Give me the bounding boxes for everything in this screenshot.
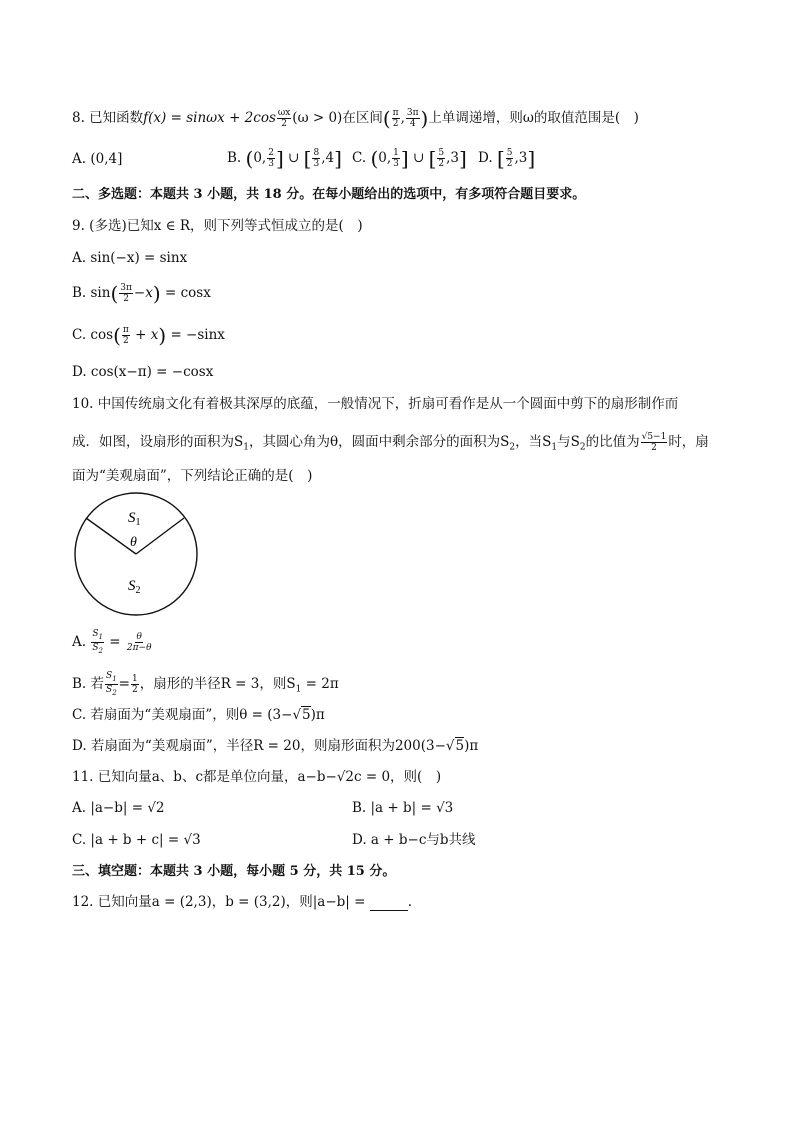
q8-exponent: $\frac{\omega x}{2}$	[277, 108, 291, 129]
answer-blank[interactable]	[370, 898, 408, 911]
sector-radius-right	[136, 518, 184, 554]
q8-option-c: C. (0, $\frac{1}{3}$ ] ∪ [ $\frac{5}{2}$ ,3]	[352, 146, 467, 171]
section-3-heading: 三、填空题：本题共 3 小题，每小题 5 分，共 15 分。	[72, 864, 396, 879]
q8-option-d: D. [ $\frac{5}{2}$ ,3]	[478, 146, 536, 171]
q10-option-a: A. $\frac{S_1}{S_2}$ = $\frac{\theta}{2\pi-\theta}$	[72, 629, 152, 655]
q8-int1: $\frac{\pi}{2}$	[392, 108, 399, 129]
q10-line-3: 面为“美观扇面”，下列结论正确的是( )	[72, 468, 313, 484]
q8-cond: (ω > 0)在区间	[292, 110, 383, 126]
q12-stem: 12. 已知向量a = (2,3)，b = (3,2)，则|a−b| = .	[72, 894, 413, 910]
sector-figure	[70, 488, 202, 620]
q11-option-a: A. |a−b| = √2	[72, 800, 165, 816]
q9-option-a: A. sin(−x) = sinx	[72, 250, 188, 266]
q10-line-2: 成．如图，设扇形的面积为$S_1$，其圆心角为θ，圆面中剩余部分的面积为$S_2$，当$S_1$与$S_2$的比值为 $\frac{√5-1}{2}$ 时，扇	[72, 432, 709, 453]
q10-line-1: 10. 中国传统扇文化有着极其深厚的底蕴，一般情况下，折扇可看作是从一个圆面中剪下的扇形制作而	[72, 396, 679, 412]
q11-option-d: D. a + b−c与b共线	[352, 832, 476, 848]
q11-option-b: B. |a + b| = √3	[352, 800, 454, 816]
q10-option-d: D. 若扇面为“美观扇面”，半径R = 20，则扇形面积为200(3−√5)π	[72, 738, 479, 754]
q11-option-c: C. |a + b + c| = √3	[72, 832, 201, 848]
q8-option-a: A. (0,4]	[72, 151, 123, 167]
q9-option-d: D. cos(x−π) = −cosx	[72, 364, 214, 380]
q8-func: f(x) = sinωx + 2cos	[143, 110, 276, 126]
q8-option-b: B. (0, $\frac{2}{3}$ ] ∪ [ $\frac{8}{3}$ ,4]	[227, 146, 342, 171]
q8-int2: $\frac{3\pi}{4}$	[406, 108, 419, 129]
q9-option-c: C. cos( $\frac{\pi}{2}$ + x) = −sinx	[72, 323, 225, 348]
q9-stem: 9. (多选)已知x ∈ R，则下列等式恒成立的是( )	[72, 218, 363, 234]
q8-suffix: 上单调递增，则ω的取值范围是( )	[428, 110, 639, 126]
figure-label-theta: θ	[130, 535, 137, 550]
section-2-heading: 二、多选题：本题共 3 小题，共 18 分。在每小题给出的选项中，有多项符合题目要求。	[72, 187, 586, 202]
q8-stem: 8. 已知函数f(x) = sinωx + 2cos $\frac{\omega x}{2}$ (ω > 0)在区间( $\frac{\pi}{2}$ , $\frac{3\pi}{4}$ )上单调递增，则ω的取值范围是( )	[72, 106, 639, 131]
q10-option-c: C. 若扇面为“美观扇面”，则θ = (3−√5)π	[72, 707, 325, 723]
q10-option-b: B. 若 $\frac{S_1}{S_2}$ = $\frac{1}{2}$ ，扇形的半径R = 3，则$S_1 = 2\pi$	[72, 671, 339, 697]
figure-label-s2: $S_2$	[128, 578, 141, 596]
q9-option-b: B. sin( $\frac{3\pi}{2}$ −x) = cosx	[72, 281, 211, 306]
q8-prefix: 8. 已知函数	[72, 110, 144, 126]
q11-stem: 11. 已知向量a、b、c都是单位向量，a−b−√2c = 0，则( )	[72, 769, 442, 785]
figure-label-s1: $S_1$	[128, 510, 141, 528]
